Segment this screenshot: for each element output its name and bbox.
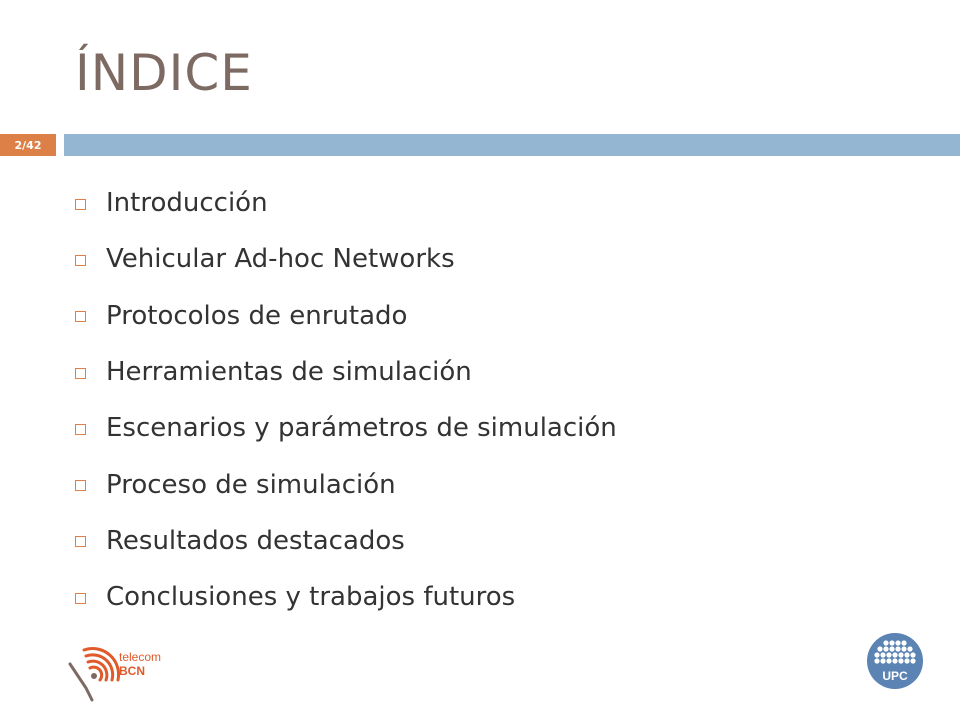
toc-item-label: Conclusiones y trabajos futuros xyxy=(106,582,516,613)
toc-item xyxy=(75,231,617,287)
telecom-logo-word: telecom xyxy=(119,650,162,664)
square-bullet-icon xyxy=(75,368,86,379)
square-bullet-icon xyxy=(75,199,86,210)
upc-logo-text: UPC xyxy=(882,669,908,683)
upc-logo xyxy=(866,632,924,690)
toc-item xyxy=(75,513,617,569)
toc-item xyxy=(75,288,617,344)
square-bullet-icon xyxy=(75,424,86,435)
square-bullet-icon xyxy=(75,593,86,604)
square-bullet-icon xyxy=(75,480,86,491)
square-bullet-icon xyxy=(75,255,86,266)
upc-seal-icon xyxy=(866,632,924,690)
toc-item xyxy=(75,569,617,625)
square-bullet-icon xyxy=(75,536,86,547)
toc-item xyxy=(75,344,617,400)
toc-item-label: Vehicular Ad-hoc Networks xyxy=(106,244,455,275)
page-indicator: 2/42 xyxy=(0,134,56,156)
toc-item-label: Escenarios y parámetros de simulación xyxy=(106,413,617,444)
telecom-waves-icon xyxy=(66,640,122,702)
telecom-bcn-logo xyxy=(66,640,186,702)
bcn-logo-word: BCN xyxy=(119,664,145,678)
table-of-contents xyxy=(75,175,617,625)
toc-item-label: Proceso de simulación xyxy=(106,469,396,500)
toc-item-label: Protocolos de enrutado xyxy=(106,300,408,331)
toc-item xyxy=(75,175,617,231)
toc-item-label: Herramientas de simulación xyxy=(106,357,472,388)
toc-item-label: Resultados destacados xyxy=(106,525,405,556)
square-bullet-icon xyxy=(75,311,86,322)
toc-item-label: Introducción xyxy=(106,188,268,219)
title-rule-bar xyxy=(64,134,960,156)
slide-title: ÍNDICE xyxy=(75,44,253,102)
toc-item xyxy=(75,400,617,456)
toc-item xyxy=(75,456,617,512)
